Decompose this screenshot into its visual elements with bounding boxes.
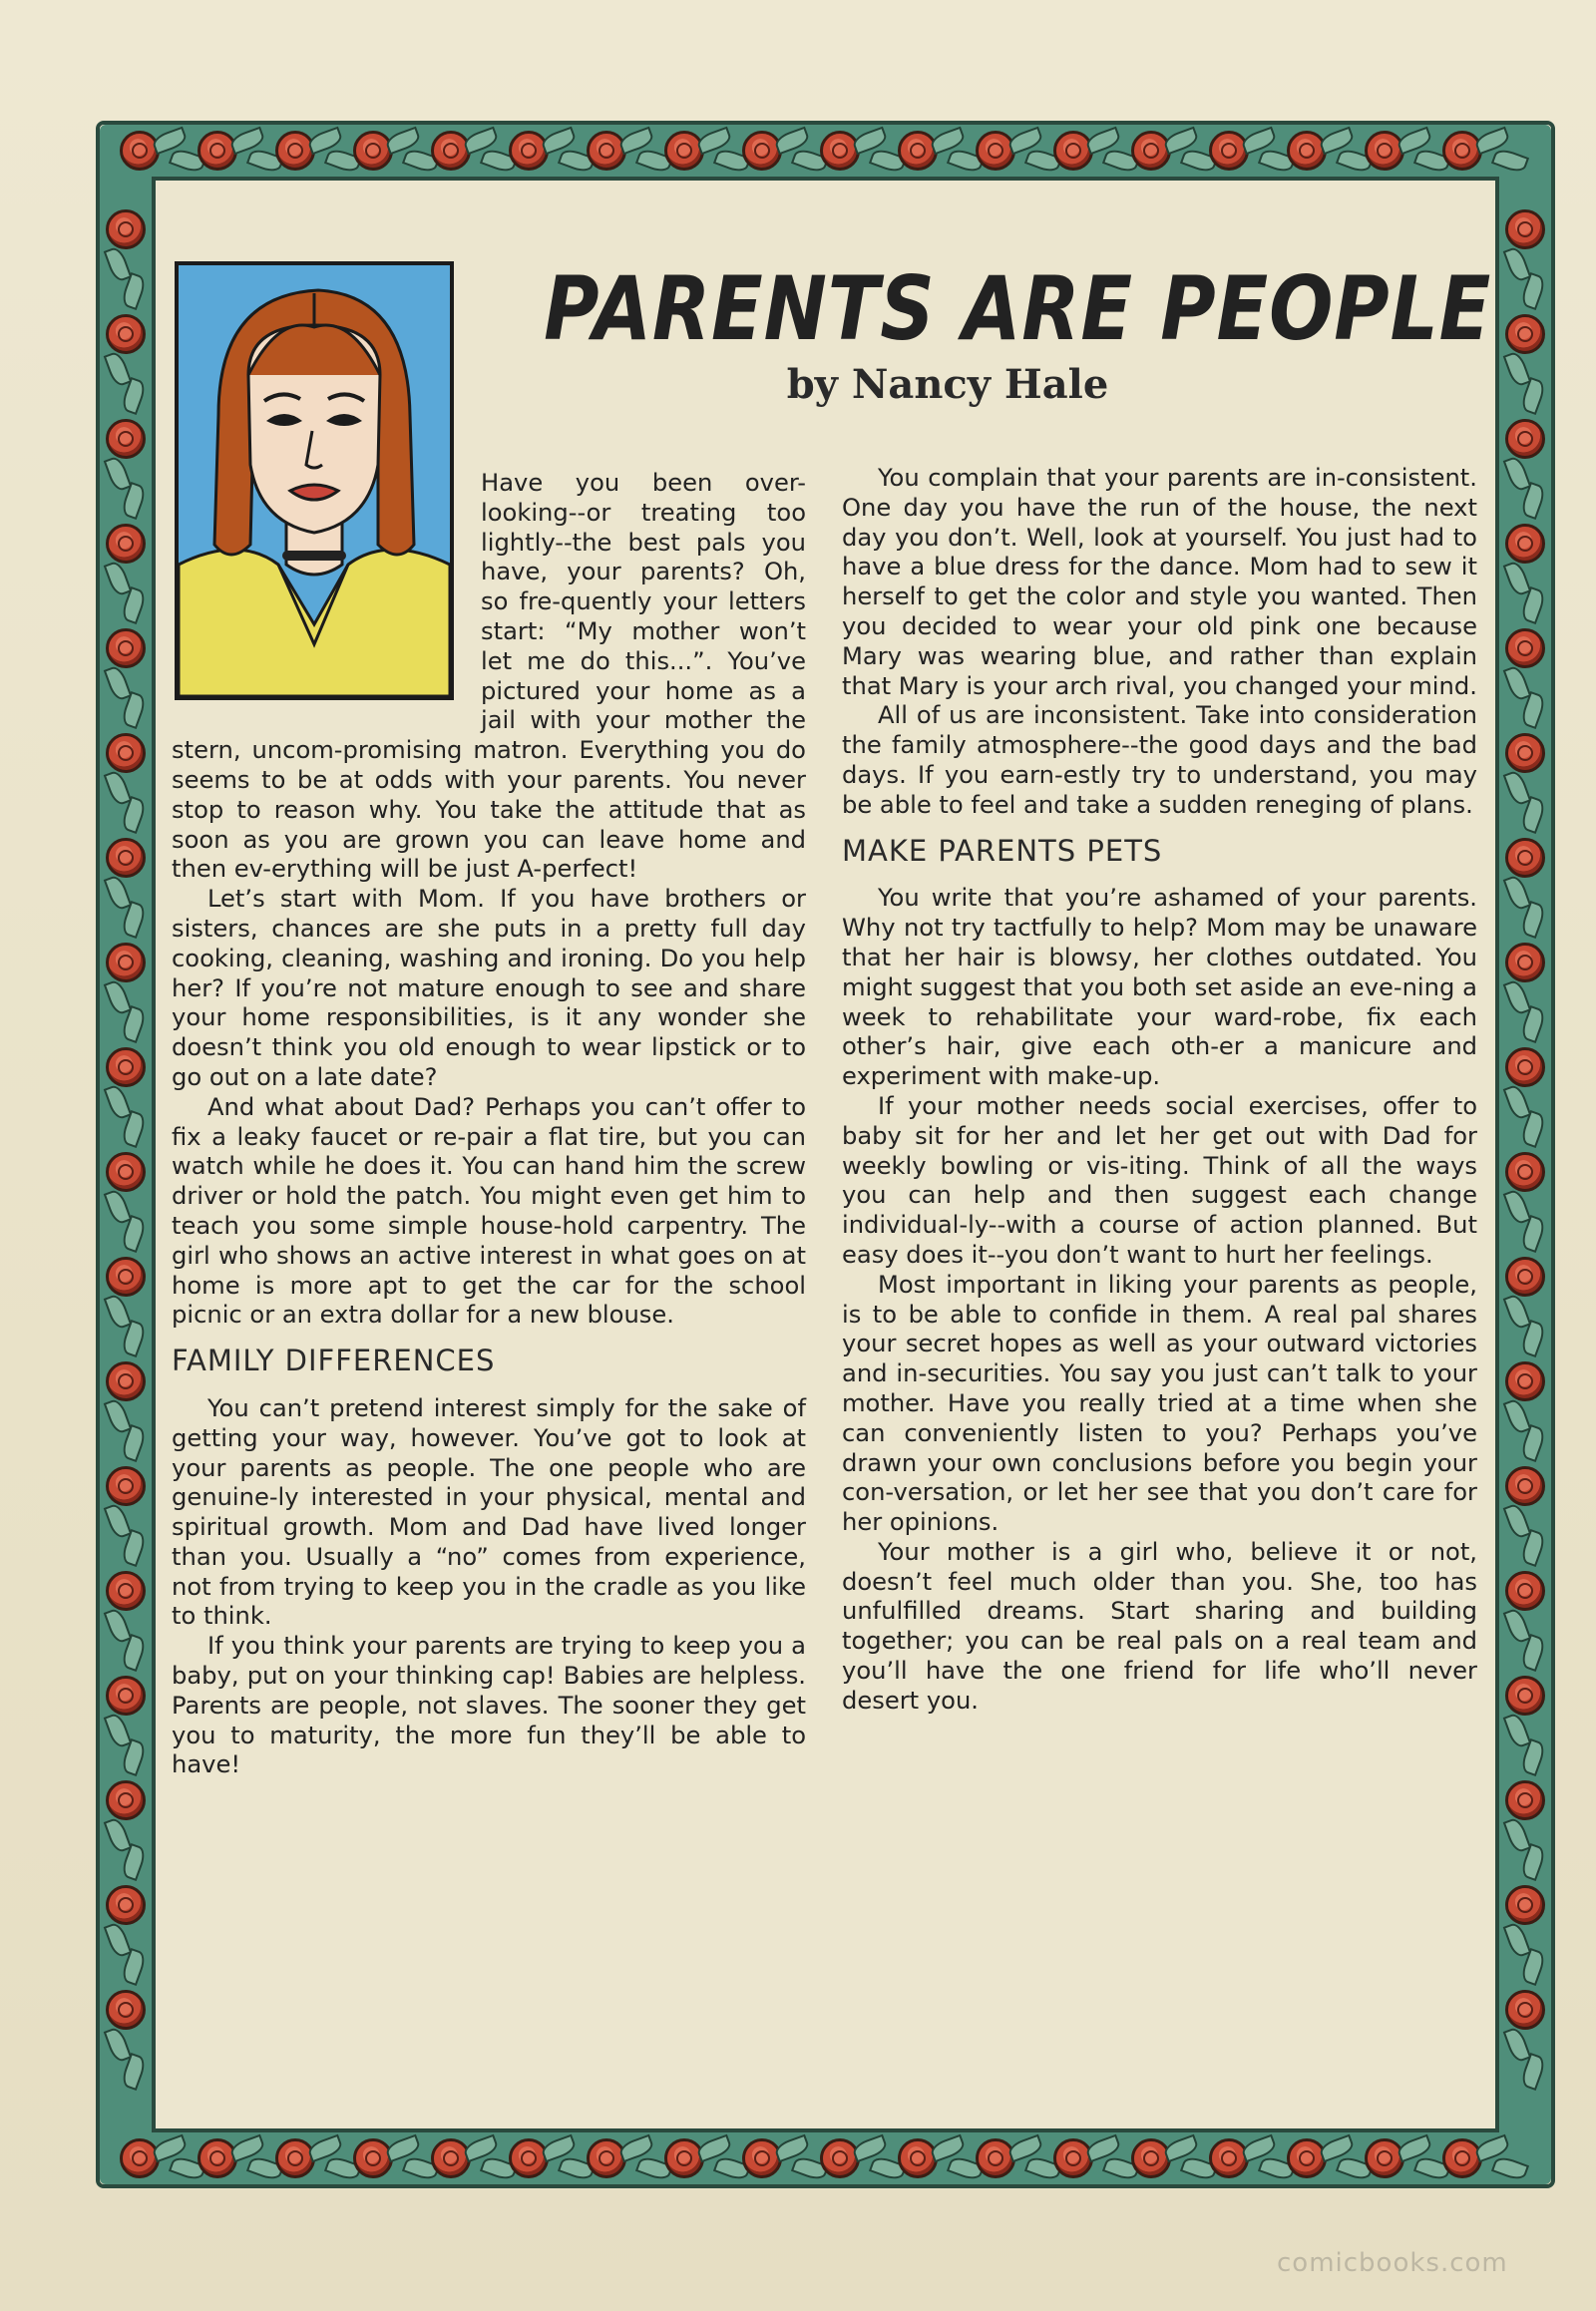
rose-icon xyxy=(431,131,471,171)
rose-icon xyxy=(1053,2138,1093,2178)
rose-icon xyxy=(1505,1257,1545,1297)
paragraph: You can’t pretend interest simply for the sake of getting your way, however. You’ve got to look at your parents as people. The one people who are genuine-ly interested in your physical, mental and spiritual growth. Mom and Dad have lived longer than you. Usually a “no” comes from experience, not from trying to keep you in the cradle as you like to think. xyxy=(172,1393,806,1631)
rose-icon xyxy=(431,2138,471,2178)
rose-icon xyxy=(1505,1571,1545,1611)
paragraph: And what about Dad? Perhaps you can’t offer to fix a leaky faucet or re-pair a flat tire, but you can watch while he does it. You can hand him the screw driver or hold the patch. You might even get him to teach you some simple house-hold carpentry. The girl who shows an active interest in what goes on at home is more apt to get the car for the school picnic or an extra dollar for a new blouse. xyxy=(172,1092,806,1330)
rose-icon xyxy=(106,209,146,249)
rose-icon xyxy=(898,2138,938,2178)
rose-icon xyxy=(820,131,860,171)
byline: by Nancy Hale xyxy=(786,361,1109,408)
rose-icon xyxy=(1209,2138,1249,2178)
rose-icon xyxy=(1505,943,1545,982)
rose-icon xyxy=(198,131,237,171)
rose-icon xyxy=(1505,628,1545,668)
paragraph: Your mother is a girl who, believe it or not, doesn’t feel much older than you. She, too has unfulfilled dreams. Start sharing and building together; you can be real pals on a real team and you’ll have the one friend for life who’ll never desert you. xyxy=(842,1537,1477,1715)
paragraph: Most important in liking your parents as people, is to be able to confide in them. A real pal shares your secret hopes as well as your outward victories and in-securities. You say you just can’t talk to your mother. Have you really tried at a time when she can conveniently listen to you? Perhaps you’ve drawn your own conclusions before you begin your con-versation, or let her see that you don’t care for her opinions. xyxy=(842,1270,1477,1537)
section-heading: FAMILY DIFFERENCES xyxy=(172,1344,496,1378)
rose-icon xyxy=(1287,131,1327,171)
rose-icon xyxy=(1505,1885,1545,1925)
paragraph: If you think your parents are trying to keep you a baby, put on your thinking cap! Babies are helpless. Parents are people, not slaves. The sooner they get you to maturity, the more fun they’ll be able to have! xyxy=(172,1632,806,1779)
rose-icon xyxy=(1505,1047,1545,1087)
rose-icon xyxy=(1442,2138,1482,2178)
rose-icon xyxy=(353,131,393,171)
watermark: comicbooks.com xyxy=(1277,2248,1508,2278)
rose-icon xyxy=(1131,131,1171,171)
rose-icon xyxy=(1287,2138,1327,2178)
rose-icon xyxy=(1209,131,1249,171)
paragraph: All of us are inconsistent. Take into consideration the family atmosphere--the good days and the bad days. If you earn-estly try to understand, you may be able to feel and take a sudden reneging of plans. xyxy=(842,701,1477,819)
section-heading: MAKE PARENTS PETS xyxy=(842,833,1163,868)
rose-icon xyxy=(820,2138,860,2178)
rose-icon xyxy=(106,1676,146,1716)
right-column xyxy=(842,464,1477,1717)
rose-icon xyxy=(106,1152,146,1192)
rose-icon xyxy=(664,2138,704,2178)
rose-icon xyxy=(106,524,146,564)
rose-icon xyxy=(1505,209,1545,249)
rose-icon xyxy=(742,2138,782,2178)
rose-icon xyxy=(976,131,1015,171)
rose-icon xyxy=(1505,1152,1545,1192)
rose-icon xyxy=(1442,131,1482,171)
rose-icon xyxy=(1505,733,1545,773)
rose-icon xyxy=(1131,2138,1171,2178)
rose-icon xyxy=(976,2138,1015,2178)
rose-icon xyxy=(106,733,146,773)
rose-icon xyxy=(106,419,146,459)
rose-icon xyxy=(106,1257,146,1297)
rose-icon xyxy=(1505,1676,1545,1716)
rose-icon xyxy=(1505,838,1545,878)
rose-icon xyxy=(275,131,315,171)
portrait-wrap-space xyxy=(172,469,481,708)
page-title: PARENTS ARE PEOPLE xyxy=(544,257,1492,360)
rose-icon xyxy=(198,2138,237,2178)
rose-icon xyxy=(1505,1466,1545,1506)
rose-icon xyxy=(1505,524,1545,564)
rose-icon xyxy=(1505,314,1545,354)
rose-icon xyxy=(509,2138,549,2178)
rose-icon xyxy=(106,1780,146,1820)
rose-icon xyxy=(1505,419,1545,459)
rose-icon xyxy=(106,314,146,354)
rose-icon xyxy=(106,838,146,878)
paragraph: You write that you’re ashamed of your parents. Why not try tactfully to help? Mom may be unaware that her hair is blowsy, her clothes outdated. You might suggest that you both set aside an eve-ning a week to rehabilitate your ward-robe, fix each other’s hair, give each oth-er a manicure and experiment with make-up. xyxy=(842,884,1477,1091)
rose-icon xyxy=(742,131,782,171)
rose-icon xyxy=(353,2138,393,2178)
rose-icon xyxy=(106,628,146,668)
rose-icon xyxy=(275,2138,315,2178)
rose-icon xyxy=(106,943,146,982)
rose-icon xyxy=(120,2138,160,2178)
paragraph: If your mother needs social exercises, offer to baby sit for her and let her get out with Dad for weekly bowling or vis-iting. Think of all the ways you can help and then suggest each change individual-ly--with a course of action planned. But easy does it--you don’t want to hurt her feelings. xyxy=(842,1091,1477,1269)
rose-icon xyxy=(106,1047,146,1087)
left-column xyxy=(172,469,806,1780)
rose-icon xyxy=(1053,131,1093,171)
rose-icon xyxy=(1365,2138,1404,2178)
paragraph: Have you been over-looking--or treating too lightly--the best pals you have, your parents? Oh, so fre-quently your letters start: “My mother won’t let me do this...”. You’ve pictured your home as a jail with your mother the stern, uncom-promising matron. Everything you do seems to be at odds with your parents. You never stop to reason why. You take the attitude that as soon as you are grown you can leave home and then ev-erything will be just A-perfect! xyxy=(172,469,806,884)
rose-icon xyxy=(509,131,549,171)
rose-icon xyxy=(1505,1990,1545,2030)
rose-icon xyxy=(1365,131,1404,171)
rose-icon xyxy=(106,1466,146,1506)
rose-icon xyxy=(120,131,160,171)
rose-icon xyxy=(587,2138,626,2178)
rose-icon xyxy=(898,131,938,171)
rose-icon xyxy=(106,1990,146,2030)
rose-icon xyxy=(106,1885,146,1925)
rose-icon xyxy=(106,1361,146,1401)
paragraph: Let’s start with Mom. If you have brothers or sisters, chances are she puts in a pretty full day cooking, cleaning, washing and ironing. Do you help her? If you’re not mature enough to see and share your home responsibilities, is it any wonder she doesn’t think you old enough to wear lipstick or to go out on a late date? xyxy=(172,885,806,1091)
rose-icon xyxy=(664,131,704,171)
rose-icon xyxy=(106,1571,146,1611)
rose-icon xyxy=(587,131,626,171)
rose-icon xyxy=(1505,1780,1545,1820)
paragraph: You complain that your parents are in-consistent. One day you have the run of the house, the next day you don’t. Well, look at yourself. You just had to have a blue dress for the dance. Mom had to sew it herself to get the color and style you wanted. Then you decided to wear your old pink one because Mary was wearing blue, and rather than explain that Mary is your arch rival, you changed your mind. xyxy=(842,464,1477,700)
rose-icon xyxy=(1505,1361,1545,1401)
